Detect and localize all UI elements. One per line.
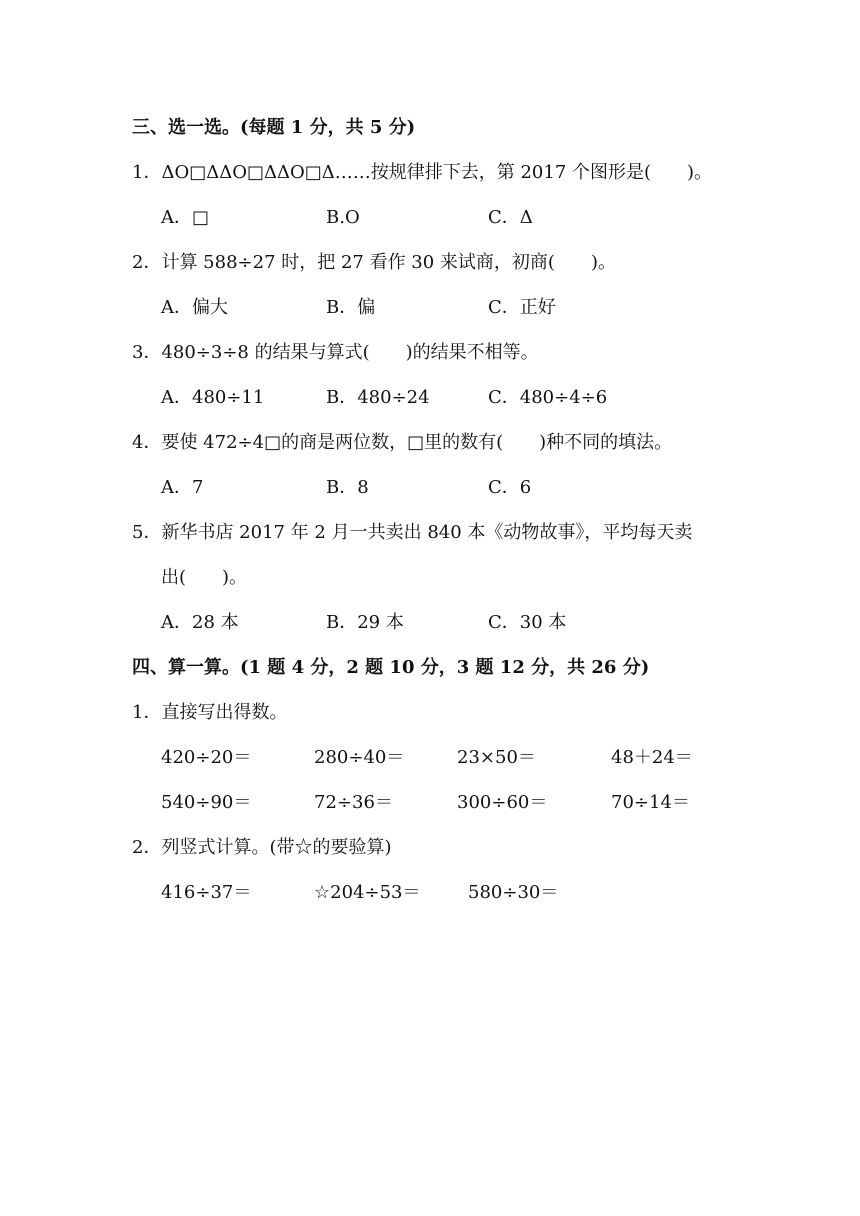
oral-calc-item: 48＋24＝ [611,747,693,768]
question-5-text: 5．新华书店 2017 年 2 月一共卖出 840 本《动物故事》，平均每天卖 [132,522,693,543]
q1-option-b: B.O [326,207,360,228]
q2-option-a: A．偏大 [161,297,228,318]
section3-heading: 三、选一选。(每题 1 分，共 5 分) [132,117,416,138]
vertical-calc-item: ☆204÷53＝ [314,882,421,903]
oral-calc-item: 23×50＝ [457,747,536,768]
q1-option-c: C．Δ [488,207,533,228]
q1-option-a: A．□ [161,207,210,228]
s4-q2-title: 2．列竖式计算。(带☆的要验算) [132,837,392,858]
q3-option-a: A．480÷11 [161,387,265,408]
q2-option-c: C．正好 [488,297,556,318]
vertical-calc-item: 580÷30＝ [468,882,559,903]
vertical-calc-item: 416÷37＝ [161,882,252,903]
q5-option-c: C．30 本 [488,612,567,633]
question-2-text: 2．计算 588÷27 时，把 27 看作 30 来试商，初商( )。 [132,252,616,273]
oral-calc-item: 72÷36＝ [314,792,393,813]
question-4-text: 4．要使 472÷4□的商是两位数，□里的数有( )种不同的填法。 [132,432,673,453]
q3-option-b: B．480÷24 [326,387,430,408]
q2-option-b: B．偏 [326,297,376,318]
q5-option-a: A．28 本 [161,612,239,633]
oral-calc-item: 280÷40＝ [314,747,405,768]
question-5-text-continued: 出( )。 [161,567,248,588]
oral-calc-item: 540÷90＝ [161,792,252,813]
question-3-text: 3．480÷3÷8 的结果与算式( )的结果不相等。 [132,342,539,363]
oral-calc-item: 70÷14＝ [611,792,690,813]
q5-option-b: B．29 本 [326,612,404,633]
s4-q1-title: 1．直接写出得数。 [132,702,288,723]
oral-calc-item: 420÷20＝ [161,747,252,768]
q4-option-c: C．6 [488,477,532,498]
q4-option-a: A．7 [161,477,204,498]
q3-option-c: C．480÷4÷6 [488,387,608,408]
section4-heading: 四、算一算。(1 题 4 分，2 题 10 分，3 题 12 分，共 26 分) [132,657,650,678]
q4-option-b: B．8 [326,477,369,498]
question-1-text: 1．ΔO□ΔΔO□ΔΔO□Δ……按规律排下去，第 2017 个图形是( )。 [132,162,713,183]
oral-calc-item: 300÷60＝ [457,792,548,813]
